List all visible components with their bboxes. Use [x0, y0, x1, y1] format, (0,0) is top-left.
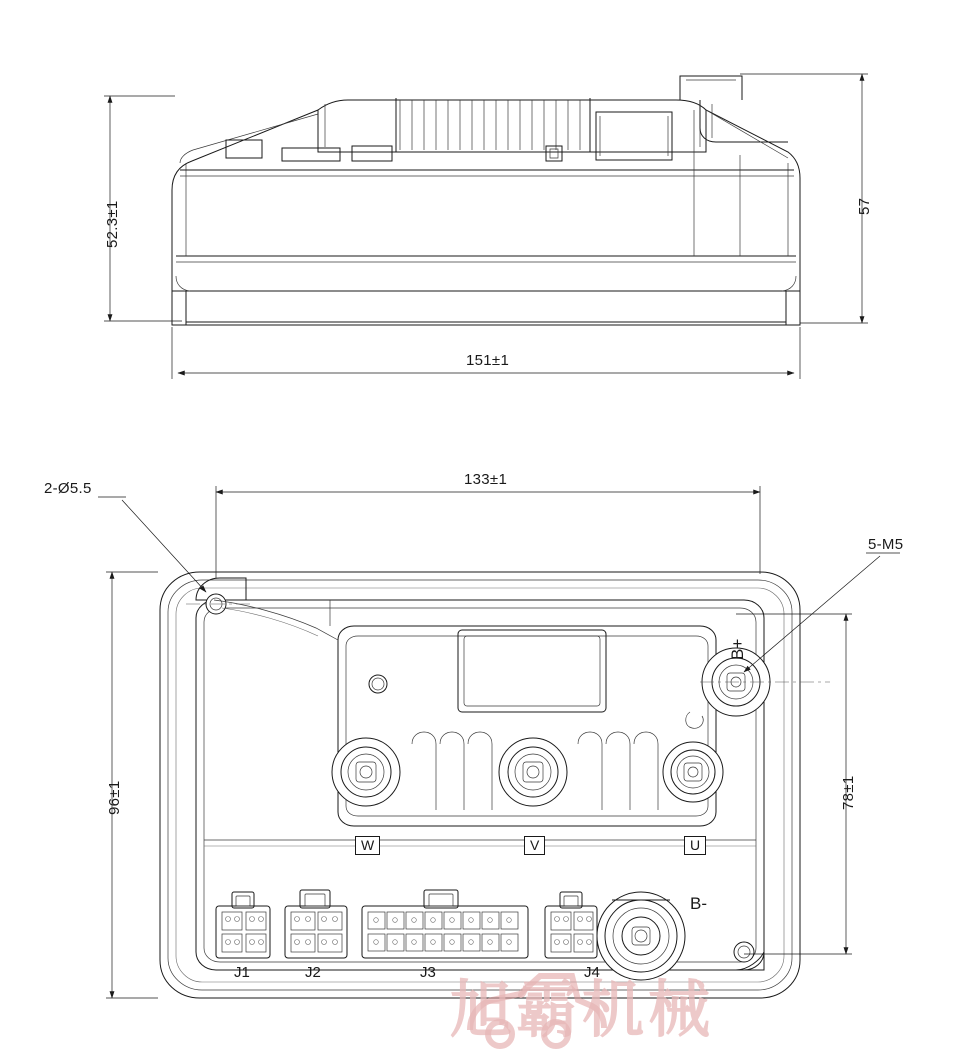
top-plan-view — [160, 572, 800, 998]
connector-j1-body — [216, 892, 270, 958]
side-view-dimensions — [104, 74, 868, 379]
dim-side-height-left: 52.3±1 — [104, 200, 121, 248]
callout-terminal-screws: 5-M5 — [868, 536, 904, 553]
dim-side-width: 151±1 — [466, 352, 510, 369]
connector-j3-label: J3 — [420, 964, 436, 981]
connector-j2-body — [285, 890, 347, 958]
connector-j3-body — [362, 890, 528, 958]
phase-terminal-v-label: V — [524, 836, 545, 855]
phase-terminal-w-circle — [332, 738, 400, 806]
phase-terminal-v-circle — [499, 738, 567, 806]
terminal-b-plus-circle — [686, 648, 770, 728]
connector-j2-label: J2 — [305, 964, 321, 981]
side-elevation-view — [172, 76, 800, 325]
phase-terminal-u-label: U — [684, 836, 706, 855]
phase-terminal-u-circle — [663, 742, 723, 802]
callout-mounting-holes: 2-Ø5.5 — [44, 480, 92, 497]
terminal-b-plus-label: B+ — [728, 638, 747, 660]
terminal-b-minus-circle — [597, 892, 685, 980]
connector-j4-label: J4 — [584, 964, 600, 981]
connector-j1-label: J1 — [234, 964, 250, 981]
dim-top-height: 96±1 — [106, 780, 123, 815]
terminal-b-minus-label: B- — [690, 894, 707, 913]
dim-top-hole-span: 78±1 — [840, 775, 857, 810]
watermark-logo — [470, 976, 604, 1046]
watermark-text: 旭霸机械 — [450, 977, 715, 1045]
phase-terminal-w-label: W — [355, 836, 380, 855]
dim-top-width: 133±1 — [464, 471, 508, 488]
connector-j4-body — [545, 892, 597, 958]
dim-side-height-right: 57 — [856, 197, 873, 215]
